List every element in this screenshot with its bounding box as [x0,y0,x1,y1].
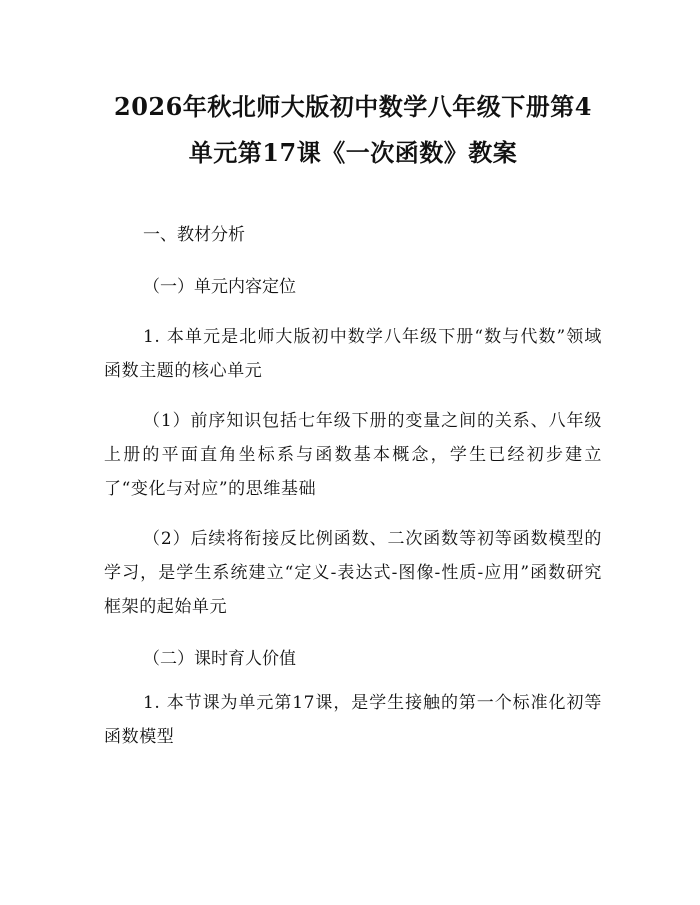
paragraph-prior-knowledge: （1）前序知识包括七年级下册的变量之间的关系、八年级上册的平面直角坐标系与函数基本概念，学生已经初步建立了“变化与对应”的思维基础 [104,411,602,499]
subsection-heading-unit-positioning: （一）单元内容定位 [143,277,296,297]
paragraph-lesson-value: 1. 本节课为单元第17课，是学生接触的第一个标准化初等函数模型 [104,693,602,747]
paragraph-unit-core: 1. 本单元是北师大版初中数学八年级下册“数与代数”领域函数主题的核心单元 [104,327,602,381]
title-line-2: 单元第17课《一次函数》教案 [188,138,518,167]
title-line-1: 2026年秋北师大版初中数学八年级下册第4 [114,92,592,121]
section-heading-teaching-material-analysis: 一、教材分析 [143,225,245,245]
paragraph-follow-up-learning: （2）后续将衔接反比例函数、二次函数等初等函数模型的学习，是学生系统建立“定义-表达式-图像-性质-应用”函数研究框架的起始单元 [104,529,602,617]
subsection-heading-educational-value: （二）课时育人价值 [143,649,296,669]
document-title [104,84,602,176]
